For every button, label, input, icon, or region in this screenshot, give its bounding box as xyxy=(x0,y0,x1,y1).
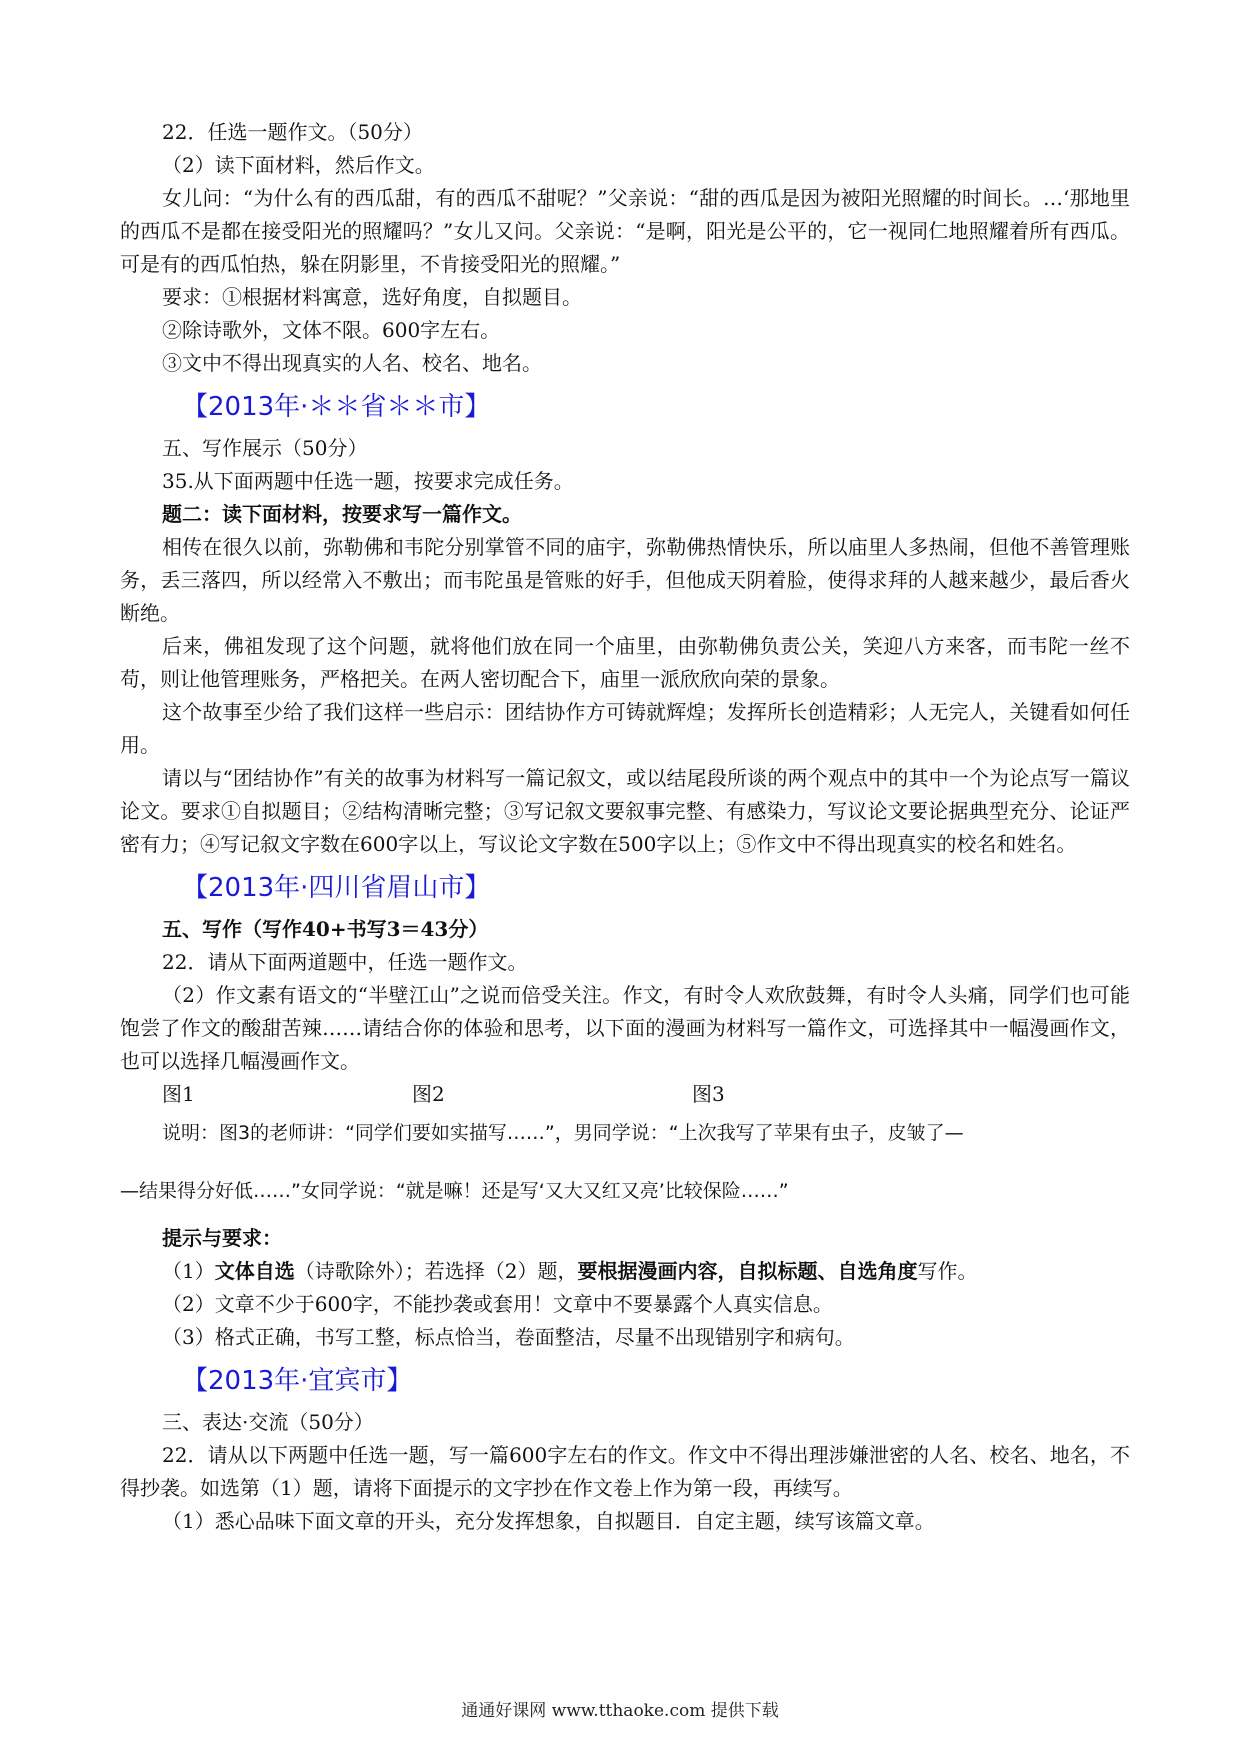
figure-label-3: 图3 xyxy=(692,1082,725,1106)
question-number: 22．请从下面两道题中，任选一题作文。 xyxy=(162,950,528,974)
requirement-paragraph: 请以与“团结协作”有关的故事为材料写一篇记叙文，或以结尾段所谈的两个观点中的其中一个为论点写一篇议论文。要求①自拟题目；②结构清晰完整；③写记叙文要叙事完整、有感染力，写议论文要论据典型充分、论证严密有力；④写记叙文字数在600字以上，写议论文字数在500字以上；⑤作文中不得出现真实的校名和姓名。 xyxy=(120,766,1130,856)
page-footer: 通通好课网 www.tthaoke.com 提供下载 xyxy=(461,1701,779,1721)
comic-note xyxy=(120,1117,1130,1208)
req-text-end: 写作。 xyxy=(917,1259,978,1283)
material-paragraph: 后来，佛祖发现了这个问题，就将他们放在同一个庙里，由弥勒佛负责公关，笑迎八方来客，而韦陀一丝不苟，则让他管理账务，严格把关。在两人密切配合下，庙里一派欣欣向荣的景象。 xyxy=(120,634,1130,691)
figure-label-2: 图2 xyxy=(412,1082,445,1106)
sub-question: （1）悉心品味下面文章的开头，充分发挥想象，自拟题目．自定主题，续写该篇文章。 xyxy=(162,1509,935,1533)
section-title: 五、写作（写作40+书写3＝43分） xyxy=(162,917,489,941)
requirements-title: 提示与要求： xyxy=(162,1226,282,1250)
question-number: 35.从下面两题中任选一题，按要求完成任务。 xyxy=(162,469,574,493)
question-number: 22．任选一题作文。（50分） xyxy=(162,120,423,144)
requirement-line: （3）格式正确，书写工整，标点恰当，卷面整洁，尽量不出现错别字和病句。 xyxy=(162,1325,855,1349)
question-paragraph: 22．请从以下两题中任选一题，写一篇600字左右的作文。作文中不得出理涉嫌泄密的人名、校名、地名，不得抄袭。如选第（1）题，请将下面提示的文字抄在作文卷上作为第一段，再续写。 xyxy=(120,1443,1130,1500)
req-text: （诗歌除外）；若选择（2）题， xyxy=(294,1259,578,1283)
material-paragraph: 这个故事至少给了我们这样一些启示：团结协作方可铸就辉煌；发挥所长创造精彩；人无完人，关键看如何任用。 xyxy=(120,700,1130,757)
sub-question: 题二：读下面材料，按要求写一篇作文。 xyxy=(162,502,522,526)
document-body xyxy=(120,116,1130,1538)
section-title: 五、写作展示（50分） xyxy=(162,436,368,460)
section-title: 三、表达·交流（50分） xyxy=(162,1410,374,1434)
requirement-line xyxy=(120,1255,1130,1288)
material-paragraph: 女儿问：“为什么有的西瓜甜，有的西瓜不甜呢？”父亲说：“甜的西瓜是因为被阳光照耀的时间长。…‘那地里的西瓜不是都在接受阳光的照耀吗？”女儿又问。父亲说：“是啊，阳光是公平的，它一视同仁地照耀着所有西瓜。可是有的西瓜怕热，躲在阴影里，不肯接受阳光的照耀。” xyxy=(120,186,1130,276)
sub-question: （2）读下面材料，然后作文。 xyxy=(162,153,435,177)
requirement-line: ③文中不得出现真实的人名、校名、地名。 xyxy=(162,351,542,375)
material-paragraph: 相传在很久以前，弥勒佛和韦陀分别掌管不同的庙宇，弥勒佛热情快乐，所以庙里人多热闹，但他不善管理账务，丢三落四，所以经常入不敷出；而韦陀虽是管账的好手，但他成天阴着脸，使得求拜的人越来越少，最后香火断绝。 xyxy=(120,535,1130,625)
material-paragraph: （2）作文素有语文的“半壁江山”之说而倍受关注。作文，有时令人欢欣鼓舞，有时令人头痛，同学们也可能饱尝了作文的酸甜苦辣……请结合你的体验和思考，以下面的漫画为材料写一篇作文，可选择其中一幅漫画作文，也可以选择几幅漫画作文。 xyxy=(120,983,1130,1073)
req-num: （1） xyxy=(162,1259,215,1283)
req-bold-1: 文体自选 xyxy=(214,1259,295,1283)
requirement-line: （2）文章不少于600字，不能抄袭或套用！文章中不要暴露个人真实信息。 xyxy=(162,1292,833,1316)
requirement-line: ②除诗歌外，文体不限。600字左右。 xyxy=(162,318,501,342)
req-bold-2: 要根据漫画内容，自拟标题、自选角度 xyxy=(577,1259,918,1283)
section-heading: 【2013年·＊＊省＊＊市】 xyxy=(182,392,491,422)
figure-labels xyxy=(120,1078,1130,1111)
requirement-line: 要求：①根据材料寓意，选好角度，自拟题目。 xyxy=(162,285,582,309)
section-heading: 【2013年·四川省眉山市】 xyxy=(182,873,491,903)
comic-note-line-2: —结果得分好低……”女同学说：“就是嘛！还是写‘又大又红又亮’比较保险……” xyxy=(120,1180,789,1202)
comic-note-line-1: 说明：图3的老师讲：“同学们要如实描写……”，男同学说：“上次我写了苹果有虫子，皮皱了— xyxy=(162,1122,964,1144)
section-heading: 【2013年·宜宾市】 xyxy=(182,1366,413,1396)
figure-label-1: 图1 xyxy=(162,1082,195,1106)
